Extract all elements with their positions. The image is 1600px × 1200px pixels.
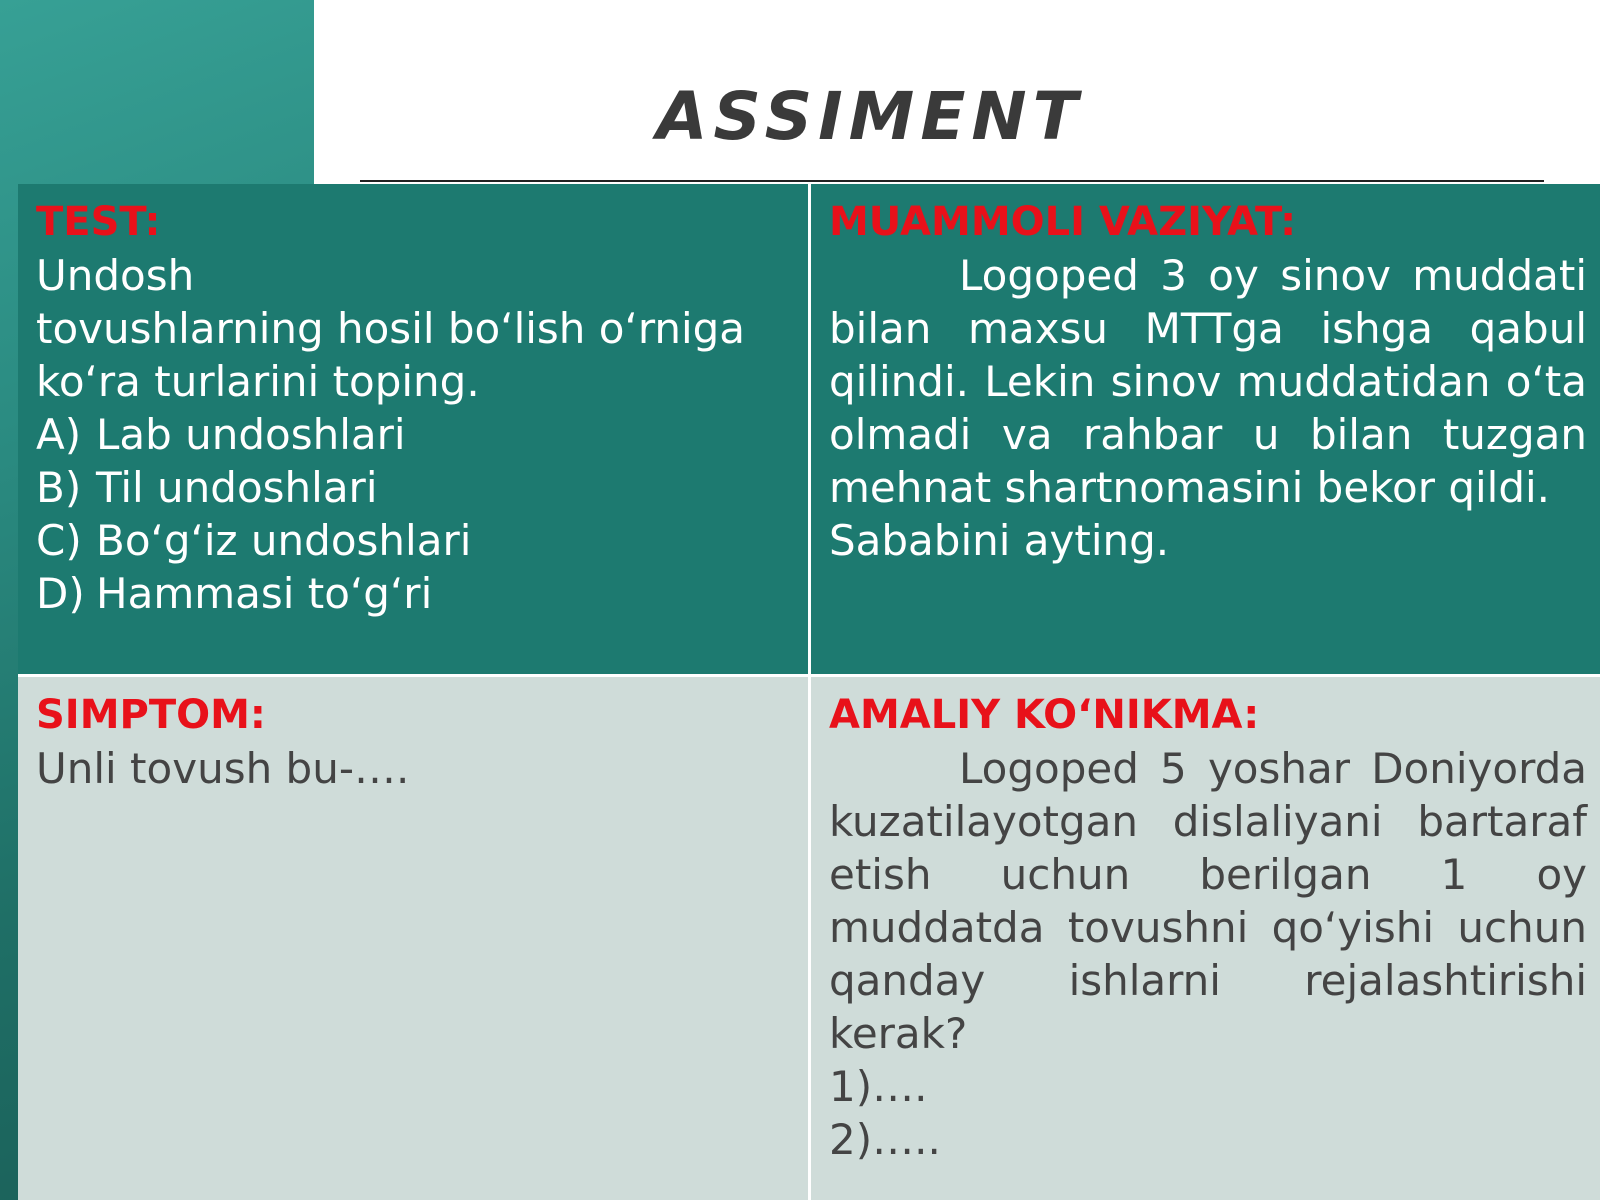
amaliy-konikma-cell [811, 677, 1600, 1200]
option-text: Lab undoshlari [96, 410, 406, 459]
test-option-d [36, 567, 792, 620]
test-option-b [36, 461, 792, 514]
test-option-c [36, 514, 792, 567]
test-cell [18, 184, 808, 674]
title-underline [360, 180, 1544, 182]
muammoli-vaziyat-cell [811, 184, 1600, 674]
option-text: Hammasi to‘g‘ri [96, 569, 433, 618]
simptom-body: Unli tovush bu-…. [36, 744, 410, 793]
test-question-line-1: Undosh [36, 251, 195, 300]
option-text: Bo‘g‘iz undoshlari [96, 516, 472, 565]
muammoli-vaziyat-question: Sababini ayting. [829, 516, 1170, 565]
option-text: Til undoshlari [96, 463, 378, 512]
option-letter: D) [36, 569, 85, 618]
simptom-cell [18, 677, 808, 1200]
option-letter: A) [36, 410, 82, 459]
amaliy-konikma-heading: AMALIY KO‘NIKMA: [829, 692, 1260, 738]
amaliy-konikma-item-2: 2)….. [829, 1115, 941, 1164]
simptom-heading: SIMPTOM: [36, 692, 266, 738]
test-question-line-2: tovushlarning hosil bo‘lish o‘rniga [36, 304, 746, 353]
assessment-grid [18, 184, 1600, 1200]
option-letter: C) [36, 516, 82, 565]
test-question-line-3: ko‘ra turlarini toping. [36, 357, 480, 406]
amaliy-konikma-item-1: 1)…. [829, 1062, 928, 1111]
amaliy-konikma-body: Logoped 5 yoshar Doniyorda kuzatilayotgan dislaliyani bartaraf etish uchun berilgan 1 oy muddatda tovushni qo‘yishi uchun qanday ishlarni rejalashtirishi kerak? [829, 744, 1587, 1058]
option-letter: B) [36, 463, 82, 512]
muammoli-vaziyat-heading: MUAMMOLI VAZIYAT: [829, 199, 1297, 245]
test-heading: TEST: [36, 199, 161, 245]
slide-title: ASSIMENT [656, 78, 1084, 155]
test-option-a [36, 408, 792, 461]
muammoli-vaziyat-body: Logoped 3 oy sinov muddati bilan maxsu MTTga ishga qabul qilindi. Lekin sinov muddatidan o‘ta olmadi va rahbar u bilan tuzgan mehnat shartnomasini bekor qildi. [829, 251, 1587, 512]
